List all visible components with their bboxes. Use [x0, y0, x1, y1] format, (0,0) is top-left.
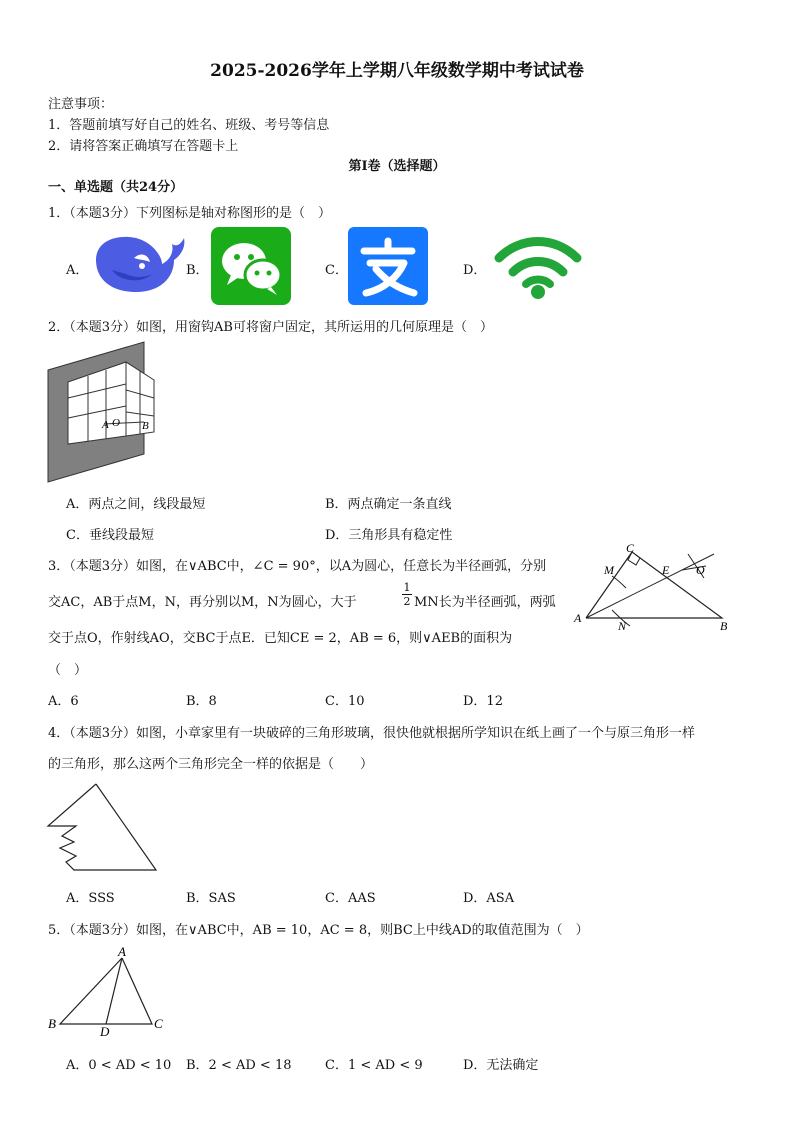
q5-triangle-figure [46, 944, 168, 1038]
q3-label-a: A [574, 611, 582, 625]
q3-line-2b: MN长为半径画弧，两弧 [414, 595, 556, 610]
q3-line-4: （ ） [48, 663, 88, 678]
q1-label-c: C． [325, 263, 348, 278]
q5-stem: 5．（本题3分）如图，在∨ABC中，AB = 10，AC = 8，则BC上中线AD的取值范围为（ ） [48, 923, 589, 938]
q1-label-a: A． [66, 263, 89, 278]
q4-line-2: 的三角形，那么这两个三角形完全一样的依据是（ ） [48, 757, 374, 772]
q4-option-d: D．ASA [463, 891, 515, 906]
q5-option-d: D．无法确定 [463, 1058, 539, 1073]
q4-option-b: B．SAS [186, 891, 236, 906]
q5-label-d: D [100, 1024, 110, 1039]
q3-label-e: E [662, 563, 670, 577]
q3-frac-den: 2 [403, 595, 411, 608]
q3-frac-num: 1 [403, 581, 411, 594]
q4-option-c: C．AAS [325, 891, 376, 906]
q3-fraction [402, 581, 412, 608]
q3-label-b: B [720, 619, 728, 633]
q5-option-c: C．1 < AD < 9 [325, 1058, 423, 1073]
q4-option-a: A．SSS [66, 891, 115, 906]
whale-icon [90, 230, 186, 298]
q1-label-b: B． [186, 263, 209, 278]
wifi-icon [493, 234, 583, 300]
q5-label-c: C [154, 1016, 163, 1031]
q2-option-a: A．两点之间，线段最短 [66, 497, 206, 512]
q5-option-b: B．2 < AD < 18 [186, 1058, 292, 1073]
notice-heading: 注意事项： [48, 97, 114, 112]
q4-line-1: 4．（本题3分）如图，小章家里有一块破碎的三角形玻璃，很快他就根据所学知识在纸上画了一个与原三角形一样 [48, 726, 696, 741]
wechat-icon [211, 227, 291, 305]
q5-label-b: B [48, 1016, 56, 1031]
q1-label-d: D． [463, 263, 487, 278]
q3-line-3: 交于点O，作射线AO，交BC于点E．已知CE = 2，AB = 6，则∨AEB的面积为 [48, 631, 513, 646]
q3-line-1: 3．（本题3分）如图，在∨ABC中，∠C = 90°，以A为圆心，任意长为半径画弧，分别 [48, 559, 547, 574]
notice-item-1: 1．答题前填写好自己的姓名、班级、考号等信息 [48, 118, 330, 133]
q3-label-n: N [618, 619, 627, 633]
q3-option-b: B．8 [186, 694, 217, 709]
q3-option-d: D．12 [463, 694, 503, 709]
q3-label-c: C [626, 541, 635, 555]
q3-label-o: O [696, 563, 705, 577]
q3-triangle-figure [572, 540, 740, 636]
q5-option-a: A．0 < AD < 10 [66, 1058, 172, 1073]
alipay-icon [348, 227, 428, 305]
q3-line-2a: 交AC，AB于点M，N，再分别以M，N为圆心，大于 [48, 595, 357, 610]
q1-stem: 1．（本题3分）下列图标是轴对称图形的是（ ） [48, 206, 332, 221]
q3-option-a: A．6 [48, 694, 79, 709]
q2-window-figure [46, 340, 150, 484]
q2-label-o: O [112, 417, 120, 429]
q4-broken-triangle-figure [46, 782, 160, 874]
q2-option-c: C．垂线段最短 [66, 528, 154, 543]
q2-option-d: D．三角形具有稳定性 [325, 528, 453, 543]
notice-item-2: 2．请将答案正确填写在答题卡上 [48, 139, 239, 154]
exam-title: 2025-2026学年上学期八年级数学期中考试试卷 [210, 61, 584, 81]
q5-label-a: A [118, 944, 126, 959]
q3-option-c: C．10 [325, 694, 365, 709]
q2-option-b: B．两点确定一条直线 [325, 497, 452, 512]
section-title: 一、单选题（共24分） [48, 180, 184, 195]
volume-title: 第I卷（选择题） [348, 159, 446, 174]
q2-stem: 2．（本题3分）如图，用窗钩AB可将窗户固定，其所运用的几何原理是（ ） [48, 320, 493, 335]
q2-label-a: A [102, 419, 109, 431]
q2-label-b: B [142, 420, 149, 432]
q3-label-m: M [604, 563, 614, 577]
